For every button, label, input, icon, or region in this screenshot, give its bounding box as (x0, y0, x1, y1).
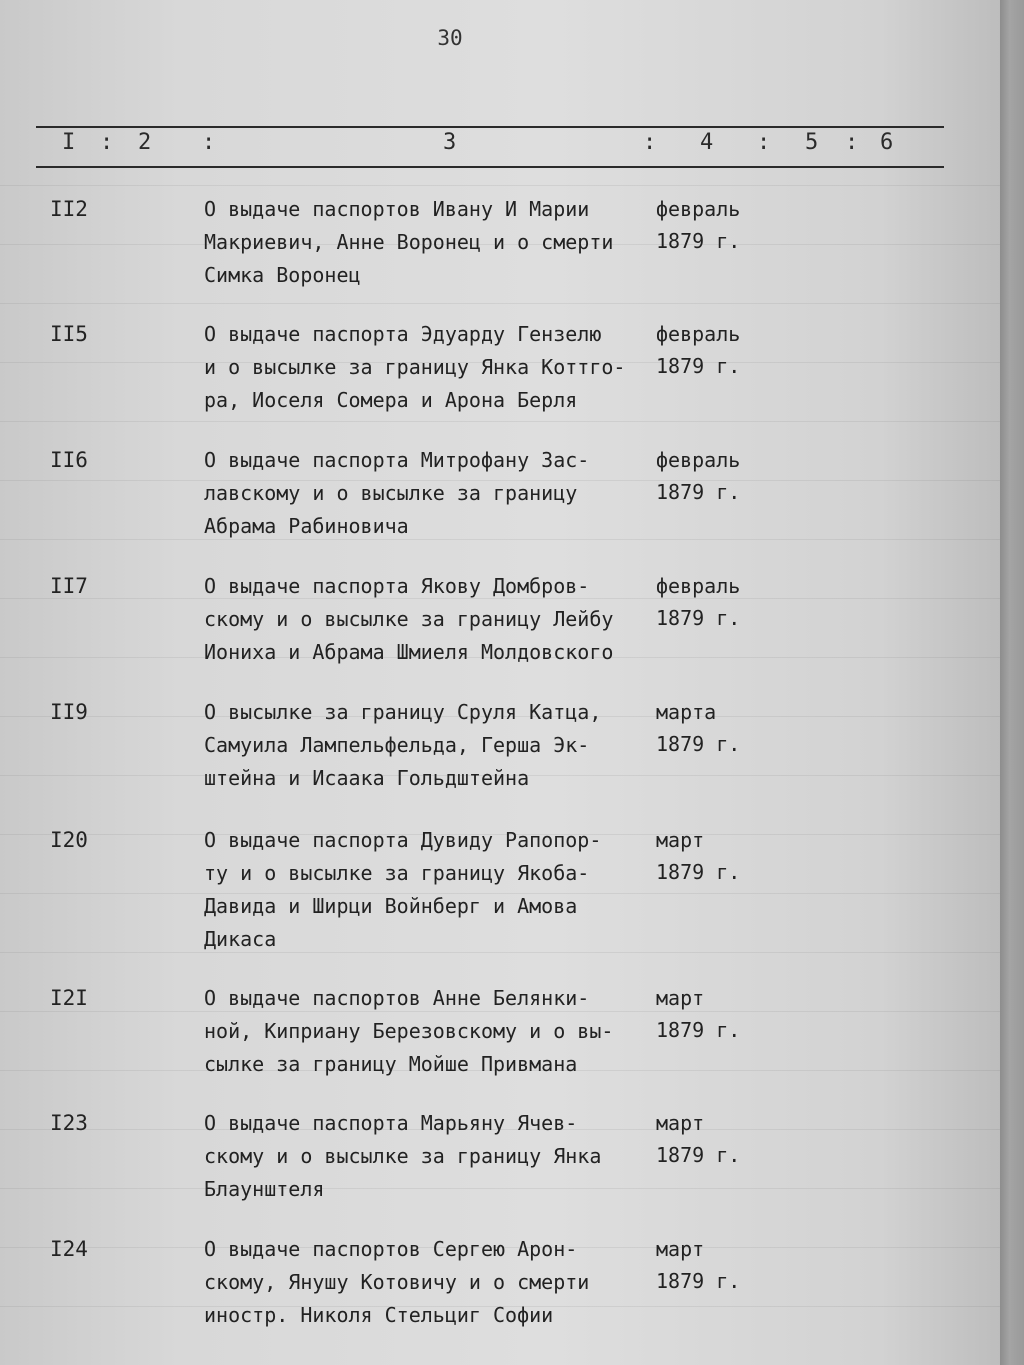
column-header-3: 3 (443, 130, 457, 155)
entry-description (204, 570, 654, 669)
column-header-5: 5 (805, 130, 819, 155)
description-line: О выдаче паспортов Ивану И Марии (204, 197, 590, 221)
column-header-1: I (62, 130, 76, 155)
date-year: 1879 г. (656, 606, 741, 630)
description-line: Давида и Ширци Войнберг и Амова (204, 894, 578, 918)
entry-date (656, 1233, 740, 1297)
description-line: скому, Янушу Котовичу и о смерти (204, 1270, 590, 1294)
description-line: Самуила Лампельфельда, Герша Эк- (204, 733, 590, 757)
description-line: скому и о высылке за границу Янка (204, 1144, 602, 1168)
description-line: О выдаче паспортов Анне Белянки- (204, 986, 590, 1010)
description-line: ту и о высылке за границу Якоба- (204, 861, 590, 885)
entry-description (204, 193, 654, 292)
description-line: Блаунштеля (204, 1177, 325, 1201)
date-month: март (656, 1237, 705, 1261)
entry-date (656, 696, 740, 760)
next-page-edge (1000, 0, 1024, 1365)
date-month: март (656, 986, 705, 1010)
column-header-6: 6 (880, 130, 894, 155)
description-line: ра, Иоселя Сомера и Арона Берля (204, 388, 578, 412)
entry-description (204, 444, 654, 543)
description-line: лавскому и о высылке за границу (204, 481, 578, 505)
description-line: ной, Киприану Березовскому и о вы- (204, 1019, 614, 1043)
column-separator: : (845, 130, 859, 155)
date-year: 1879 г. (656, 229, 741, 253)
entry-number: II9 (50, 700, 88, 724)
column-separator: : (643, 130, 657, 155)
header-bottom-rule (36, 166, 944, 168)
date-month: февраль (656, 197, 741, 221)
entry-number: I23 (50, 1111, 88, 1135)
description-line: штейна и Исаака Гольдштейна (204, 766, 530, 790)
description-line: О выдаче паспорта Марьяну Ячев- (204, 1111, 578, 1135)
description-line: О выдаче паспортов Сергею Арон- (204, 1237, 578, 1261)
entry-description (204, 318, 654, 417)
entry-date (656, 318, 740, 382)
description-line: О выдаче паспорта Эдуарду Гензелю (204, 322, 602, 346)
description-line: Макриевич, Анне Воронец и о смерти (204, 230, 614, 254)
entry-number: I24 (50, 1237, 88, 1261)
description-line: иностр. Николя Стельциг Софии (204, 1303, 554, 1327)
date-month: март (656, 828, 705, 852)
header-top-rule (36, 126, 944, 128)
page-number: 30 (437, 26, 463, 50)
entry-description (204, 982, 654, 1081)
entry-description (204, 824, 654, 956)
column-header-2: 2 (138, 130, 152, 155)
entry-date (656, 570, 740, 634)
entry-date (656, 824, 740, 888)
description-line: Иониха и Абрама Шмиеля Молдовского (204, 640, 614, 664)
entry-date (656, 1107, 740, 1171)
entry-number: I20 (50, 828, 88, 852)
entry-number: II7 (50, 574, 88, 598)
column-header-4: 4 (700, 130, 714, 155)
column-separator: : (100, 130, 114, 155)
date-year: 1879 г. (656, 354, 741, 378)
description-line: О высылке за границу Сруля Катца, (204, 700, 602, 724)
date-month: февраль (656, 448, 741, 472)
column-separator: : (757, 130, 771, 155)
date-month: март (656, 1111, 705, 1135)
description-line: скому и о высылке за границу Лейбу (204, 607, 614, 631)
entry-description (204, 1233, 654, 1332)
entry-date (656, 444, 740, 508)
date-month: марта (656, 700, 717, 724)
date-year: 1879 г. (656, 480, 741, 504)
column-separator: : (202, 130, 216, 155)
description-line: сылке за границу Мойше Привмана (204, 1052, 578, 1076)
date-month: февраль (656, 574, 741, 598)
entry-date (656, 982, 740, 1046)
entry-number: II6 (50, 448, 88, 472)
description-line: и о высылке за границу Янка Коттго- (204, 355, 626, 379)
entry-number: I2I (50, 986, 88, 1010)
date-year: 1879 г. (656, 732, 741, 756)
entry-number: II2 (50, 197, 88, 221)
date-year: 1879 г. (656, 1018, 741, 1042)
entry-date (656, 193, 740, 257)
date-year: 1879 г. (656, 1269, 741, 1293)
description-line: Абрама Рабиновича (204, 514, 409, 538)
description-line: Симка Воронец (204, 263, 361, 287)
entry-description (204, 1107, 654, 1206)
date-year: 1879 г. (656, 1143, 741, 1167)
date-month: февраль (656, 322, 741, 346)
description-line: Дикаса (204, 927, 277, 951)
date-year: 1879 г. (656, 860, 741, 884)
description-line: О выдаче паспорта Митрофану Зас- (204, 448, 590, 472)
entry-description (204, 696, 654, 795)
description-line: О выдаче паспорта Дувиду Рапопор- (204, 828, 602, 852)
description-line: О выдаче паспорта Якову Домбров- (204, 574, 590, 598)
entry-number: II5 (50, 322, 88, 346)
